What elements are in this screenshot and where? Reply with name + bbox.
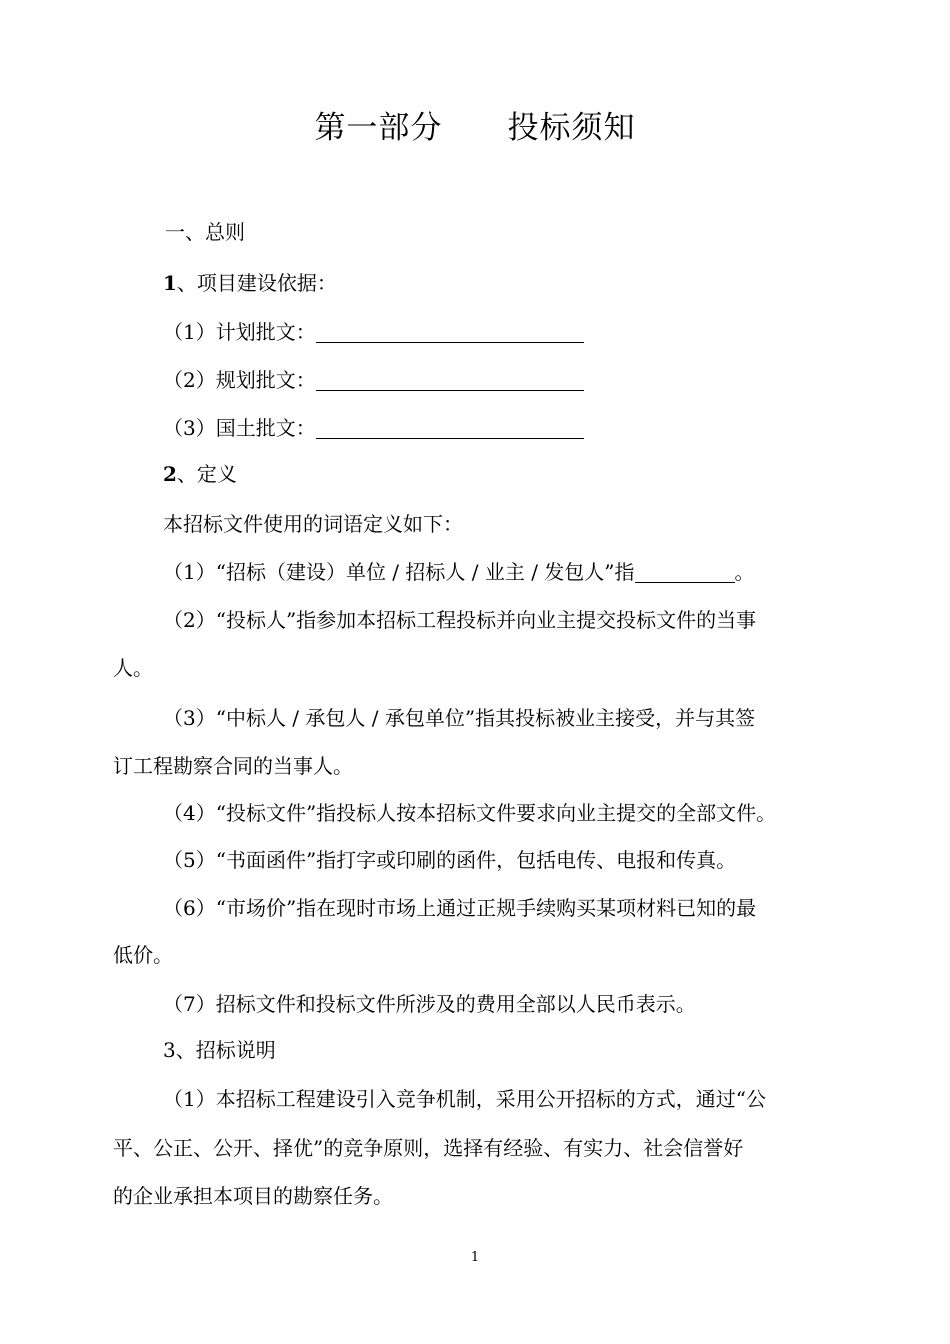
definition-5: （5）“书面函件”指打字或印刷的函件，包括电传、电报和传真。 bbox=[163, 848, 737, 872]
definition-2-line2: 人。 bbox=[113, 656, 153, 680]
bidding-para-line2: 平、公正、公开、择优”的竞争原则，选择有经验、有实力、社会信誉好 bbox=[113, 1136, 744, 1160]
planning-approval-label: （2）规划批文： bbox=[163, 368, 316, 392]
page-title: 第一部分 投标须知 bbox=[314, 110, 636, 146]
definitions-intro: 本招标文件使用的词语定义如下： bbox=[163, 512, 463, 536]
item2-title: 、定义 bbox=[176, 462, 237, 486]
planning-approval-blank[interactable] bbox=[316, 368, 584, 391]
bidding-para-line1: （1）本招标工程建设引入竞争机制，采用公开招标的方式，通过“公 bbox=[163, 1087, 766, 1111]
planning-approval-row bbox=[163, 366, 584, 394]
definition-1-text: （1）“招标（建设）单位 / 招标人 / 业主 / 发包人”指 bbox=[163, 560, 635, 584]
item3-heading: 3、招标说明 bbox=[163, 1038, 276, 1062]
definition-3-line1: （3）“中标人 / 承包人 / 承包单位”指其投标被业主接受，并与其签 bbox=[163, 706, 756, 730]
item1-number: 1 bbox=[163, 271, 177, 295]
item1-title: 、项目建设依据： bbox=[176, 271, 337, 295]
definition-1 bbox=[163, 558, 755, 586]
plan-approval-row bbox=[163, 318, 584, 346]
definition-7: （7）招标文件和投标文件所涉及的费用全部以人民币表示。 bbox=[163, 992, 696, 1016]
bidding-para-line3: 的企业承担本项目的勘察任务。 bbox=[113, 1184, 393, 1208]
definition-6-line2: 低价。 bbox=[113, 943, 173, 967]
land-approval-blank[interactable] bbox=[316, 416, 584, 439]
definition-6-line1: （6）“市场价”指在现时市场上通过正规手续购买某项材料已知的最 bbox=[163, 896, 757, 920]
plan-approval-blank[interactable] bbox=[316, 320, 584, 343]
section-heading: 一、总则 bbox=[165, 220, 245, 244]
land-approval-label: （3）国土批文： bbox=[163, 416, 316, 440]
definition-1-blank[interactable] bbox=[635, 560, 735, 583]
land-approval-row bbox=[163, 414, 584, 442]
item1-heading bbox=[163, 269, 337, 297]
definition-1-suffix: 。 bbox=[734, 560, 755, 584]
item2-number: 2 bbox=[163, 462, 177, 486]
plan-approval-label: （1）计划批文： bbox=[163, 320, 316, 344]
page-number: 1 bbox=[470, 1250, 480, 1265]
definition-4: （4）“投标文件”指投标人按本招标文件要求向业主提交的全部文件。 bbox=[163, 801, 777, 825]
definition-2-line1: （2）“投标人”指参加本招标工程投标并向业主提交投标文件的当事 bbox=[163, 608, 757, 632]
definition-3-line2: 订工程勘察合同的当事人。 bbox=[113, 754, 353, 778]
item2-heading bbox=[163, 460, 237, 488]
